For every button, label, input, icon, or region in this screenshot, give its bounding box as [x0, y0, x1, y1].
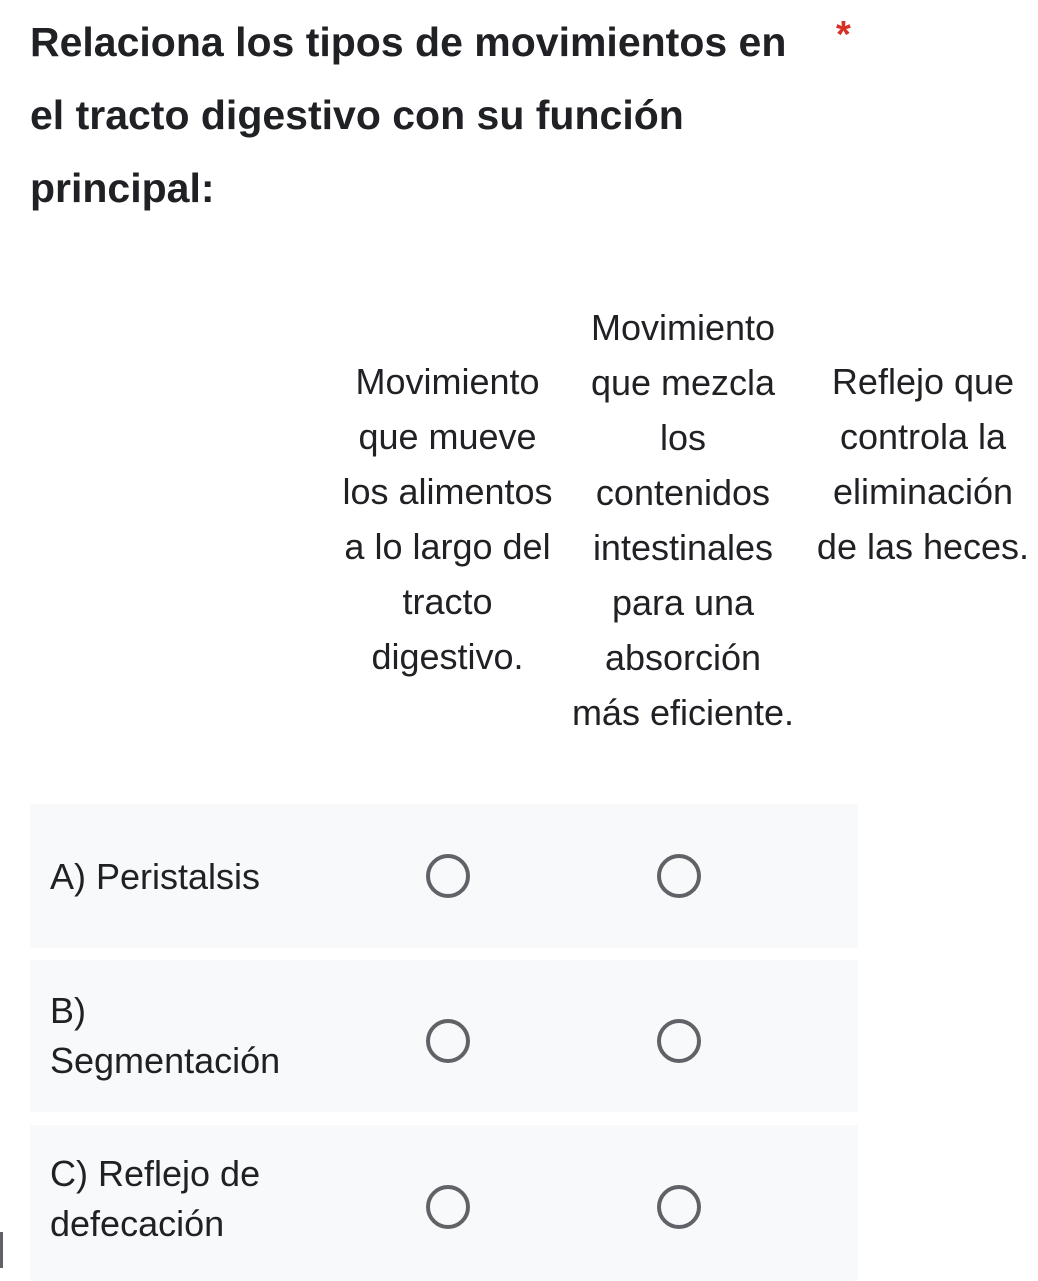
column-header-2: Movimiento que mezcla los contenidos intestinales para una absorción más eficiente.: [571, 307, 795, 733]
grid-row-peristalsis: [30, 804, 858, 948]
scroll-edge-marker: [0, 1232, 3, 1268]
column-header-3-text: Reflejo que controla la eliminación de las heces.: [816, 361, 1030, 567]
radio-peristalsis-col1[interactable]: [426, 854, 470, 898]
radio-reflejo-defecacion-col1[interactable]: [426, 1185, 470, 1229]
radio-peristalsis-col2[interactable]: [657, 854, 701, 898]
radio-segmentacion-col1[interactable]: [426, 1019, 470, 1063]
required-asterisk: *: [836, 14, 851, 56]
grid-row-segmentacion: [30, 960, 858, 1112]
column-header-3: [798, 354, 1030, 574]
row-label-peristalsis: A) Peristalsis: [50, 856, 261, 897]
radio-segmentacion-col2[interactable]: [657, 1019, 701, 1063]
row-label-reflejo-defecacion: C) Reflejo de defecación: [50, 1153, 261, 1244]
grid-row-reflejo-defecacion: [30, 1125, 858, 1281]
column-header-1: Movimiento que mueve los alimentos a lo largo del tracto digestivo.: [342, 361, 553, 677]
row-label-segmentacion: B) Segmentación: [50, 990, 281, 1081]
radio-reflejo-defecacion-col2[interactable]: [657, 1185, 701, 1229]
question-title: Relaciona los tipos de movimientos en el tracto digestivo con su función principal:: [30, 19, 787, 211]
